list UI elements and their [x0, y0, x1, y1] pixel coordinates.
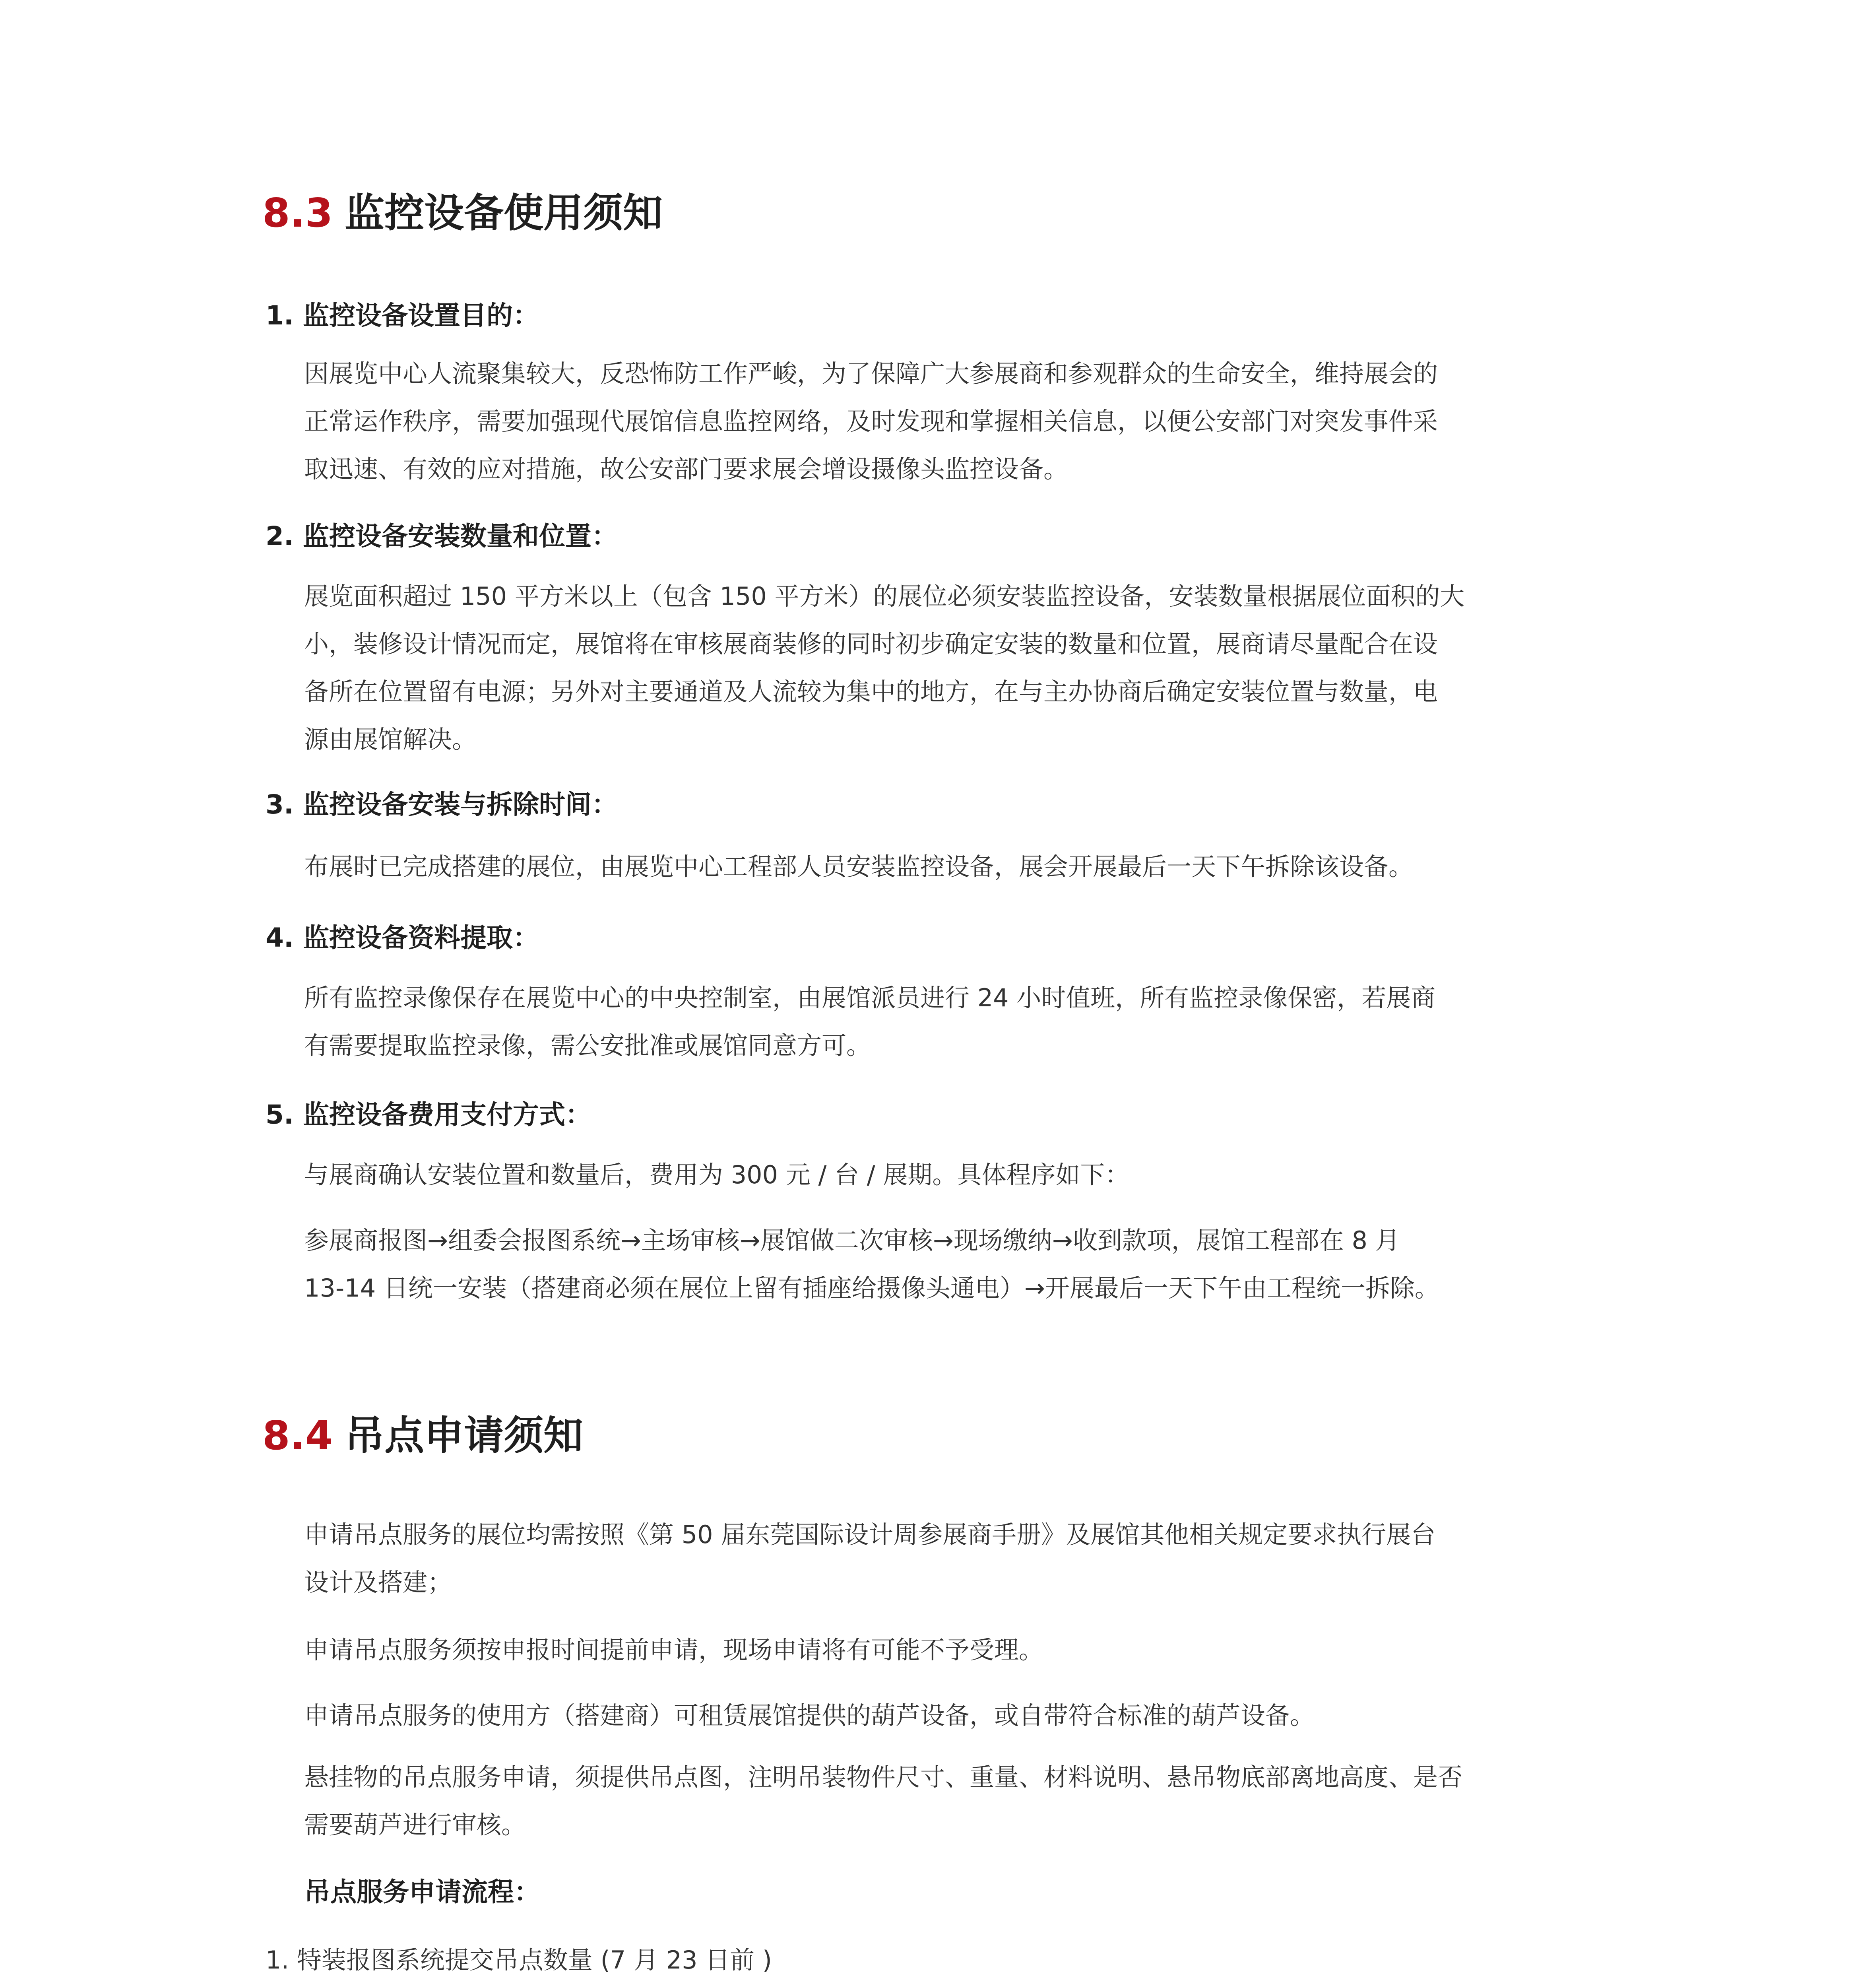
paragraph-line: 正常运作秩序，需要加强现代展馆信息监控网络，及时发现和掌握相关信息，以便公安部门对突发事件采	[304, 407, 1438, 436]
section-8-3-title	[262, 181, 663, 238]
paragraph-line: 有需要提取监控录像，需公安批准或展馆同意方可。	[304, 1031, 871, 1060]
hoist-paragraph-2	[304, 1626, 1612, 1674]
process-heading: 吊点服务申请流程：	[304, 1877, 540, 1907]
paragraph-line: 申请吊点服务的展位均需按照《第 50 届东莞国际设计周参展商手册》及展馆其他相关规定要求执行展台	[304, 1520, 1436, 1549]
paragraph-line: 布展时已完成搭建的展位，由展览中心工程部人员安装监控设备，展会开展最后一天下午拆除该设备。	[304, 852, 1414, 881]
paragraph-line: 取迅速、有效的应对措施，故公安部门要求展会增设摄像头监控设备。	[304, 454, 1069, 483]
item-4-heading: 4. 监控设备资料提取：	[266, 922, 539, 953]
item-5-procedure	[304, 1217, 1612, 1312]
hoist-paragraph-1	[304, 1511, 1612, 1606]
paragraph-line: 参展商报图→组委会报图系统→主场审核→展馆做二次审核→现场缴纳→收到款项，展馆工程部在 8 月	[304, 1226, 1400, 1255]
section-number: 8.3	[262, 190, 333, 236]
item-4-paragraph	[304, 974, 1612, 1070]
item-2-paragraph	[304, 573, 1612, 763]
hoist-paragraph-3	[304, 1692, 1612, 1740]
paragraph-line: 设计及搭建；	[304, 1568, 452, 1597]
paragraph-line: 申请吊点服务须按申报时间提前申请，现场申请将有可能不予受理。	[304, 1635, 1044, 1664]
section-8-4-title	[262, 1404, 583, 1461]
paragraph-line: 与展商确认安装位置和数量后，费用为 300 元 / 台 / 展期。具体程序如下：	[304, 1160, 1130, 1189]
item-3-heading: 3. 监控设备安装与拆除时间：	[266, 789, 618, 820]
paragraph-line: 小，装修设计情况而定，展馆将在审核展商装修的同时初步确定安装的数量和位置，展商请尽量配合在设	[304, 629, 1438, 658]
paragraph-line: 悬挂物的吊点服务申请，须提供吊点图，注明吊装物件尺寸、重量、材料说明、悬吊物底部离地高度、是否	[304, 1763, 1463, 1792]
section-title-text: 监控设备使用须知	[345, 190, 663, 236]
paragraph-line: 因展览中心人流聚集较大，反恐怖防工作严峻，为了保障广大参展商和参观群众的生命安全，维持展会的	[304, 359, 1438, 388]
item-1-paragraph	[304, 350, 1612, 493]
paragraph-line: 备所在位置留有电源；另外对主要通道及人流较为集中的地方，在与主办协商后确定安装位置与数量，电	[304, 677, 1438, 706]
hoist-paragraph-4	[304, 1753, 1612, 1849]
process-step-1: 1. 特装报图系统提交吊点数量 (7 月 23 日前 )	[266, 1945, 772, 1974]
paragraph-line: 13-14 日统一安装（搭建商必须在展位上留有插座给摄像头通电）→开展最后一天下午由工程统一拆除。	[304, 1274, 1439, 1303]
paragraph-line: 源由展馆解决。	[304, 725, 477, 754]
item-5-paragraph	[304, 1151, 1612, 1199]
item-1-heading: 1. 监控设备设置目的：	[266, 300, 539, 331]
section-title-text: 吊点申请须知	[345, 1412, 584, 1459]
section-number: 8.4	[262, 1412, 333, 1459]
paragraph-line: 展览面积超过 150 平方米以上（包含 150 平方米）的展位必须安装监控设备，安装数量根据展位面积的大	[304, 582, 1465, 611]
paragraph-line: 需要葫芦进行审核。	[304, 1810, 526, 1839]
item-3-paragraph	[304, 843, 1612, 891]
paragraph-line: 所有监控录像保存在展览中心的中央控制室，由展馆派员进行 24 小时值班，所有监控录像保密，若展商	[304, 983, 1436, 1012]
item-5-heading: 5. 监控设备费用支付方式：	[266, 1099, 591, 1130]
paragraph-line: 申请吊点服务的使用方（搭建商）可租赁展馆提供的葫芦设备，或自带符合标准的葫芦设备。	[304, 1701, 1315, 1730]
item-2-heading: 2. 监控设备安装数量和位置：	[266, 521, 618, 551]
